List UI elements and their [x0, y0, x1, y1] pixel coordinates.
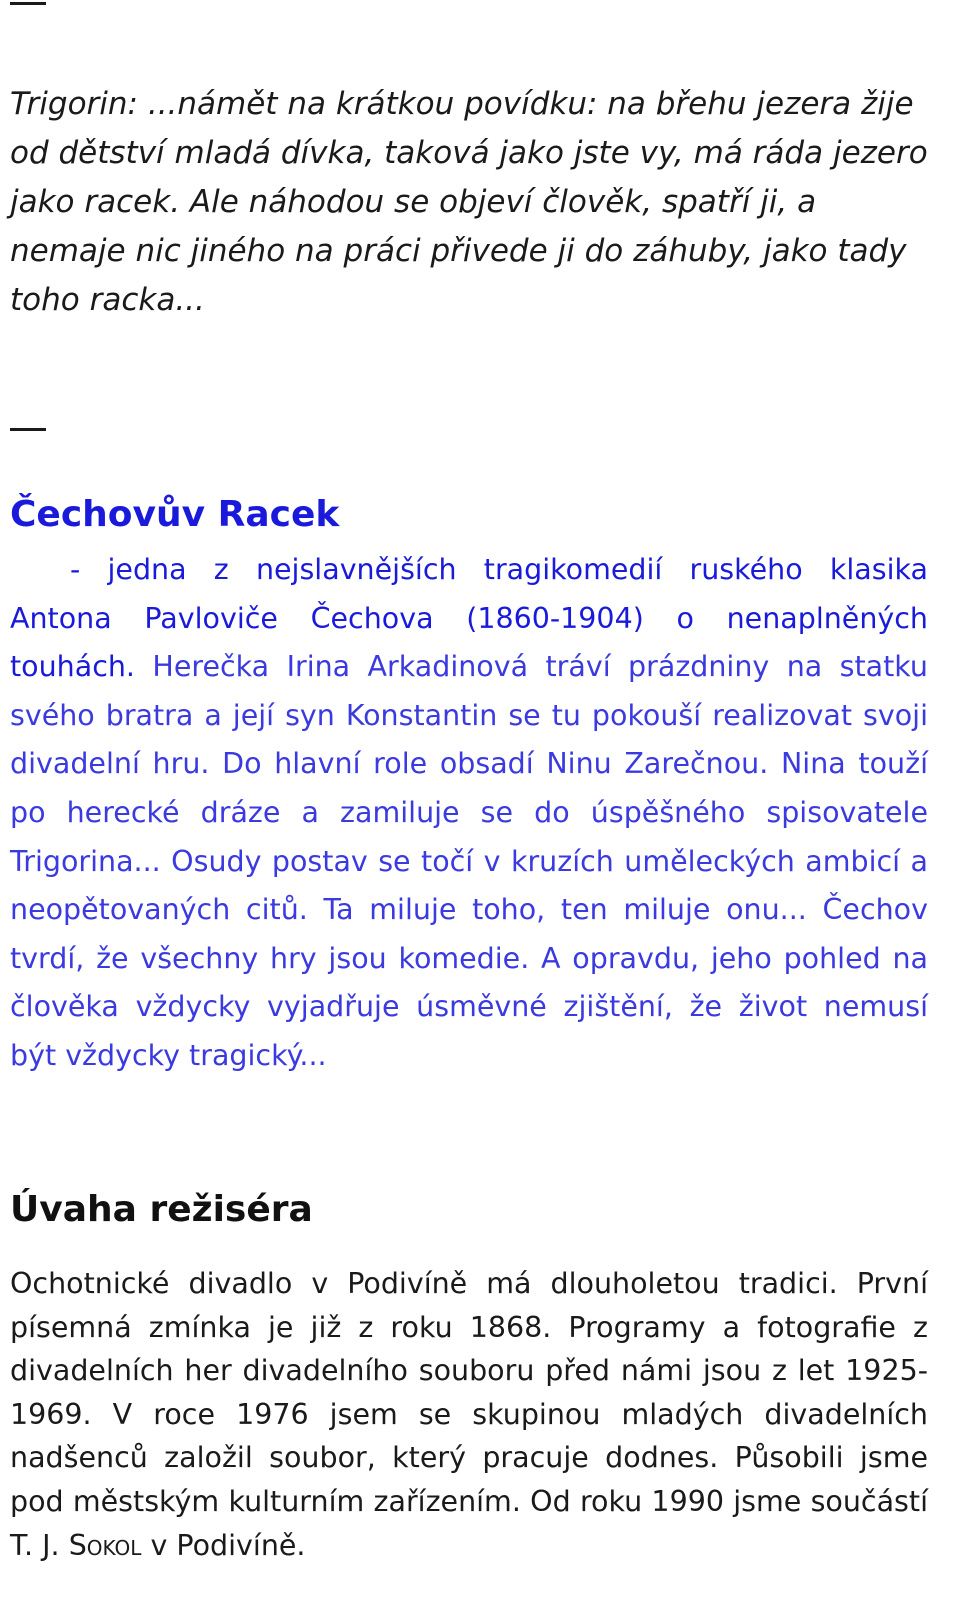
director-title: Úvaha režiséra [10, 1189, 313, 1230]
director-text [10, 1262, 928, 1567]
play-title: Čechovův Racek [10, 494, 340, 535]
org-name: Sokol [68, 1528, 142, 1562]
synopsis-lead: - jedna z nejslavnějších tragikomedií ruského klasika Antona Pavloviče Čechova (1860-1904) o nenaplněných touhách. [10, 553, 928, 684]
trigorin-quote: Trigorin: ...námět na krátkou povídku: na břehu jezera žije od dětství mladá dívka, taková jako jste vy, má ráda jezero jako racek. Ale náhodou se objeví člověk, spatří ji, a nemaje nic jiného na práci přivede ji do záhuby, jako tady toho racka... [10, 86, 928, 318]
play-synopsis [10, 546, 928, 1081]
separator-dash [10, 2, 46, 5]
synopsis-body: Herečka Irina Arkadinová tráví prázdniny na statku svého bratra a její syn Konstantin se tu pokouší realizovat svoji divadelní hru. Do hlavní role obsadí Ninu Zarečnou. Nina touží po herecké dráze a zamiluje se do úspěšného spisovatele Trigorina... Osudy postav se točí v kruzích uměleckých ambicí a neopětovaných citů. Ta miluje toho, ten miluje onu... Čechov tvrdí, že všechny hry jsou komedie. A opravdu, jeho pohled na člověka vždycky vyjadřuje úsměvné zjištění, že život nemusí být vždycky tragický... [10, 650, 928, 1072]
director-tail: v Podivíně. [150, 1528, 306, 1562]
director-body: Ochotnické divadlo v Podivíně má dlouholetou tradici. První písemná zmínka je již z roku 1868. Programy a fotografie z divadelních her divadelního souboru před námi jsou z let 1925-1969. V roce 1976 jsem se skupinou mladých divadelních nadšenců založil soubor, který pracuje dodnes. Působili jsme pod městským kulturním zařízením. Od roku 1990 jsme součástí T. J. [10, 1267, 928, 1562]
separator-dash [10, 428, 46, 431]
